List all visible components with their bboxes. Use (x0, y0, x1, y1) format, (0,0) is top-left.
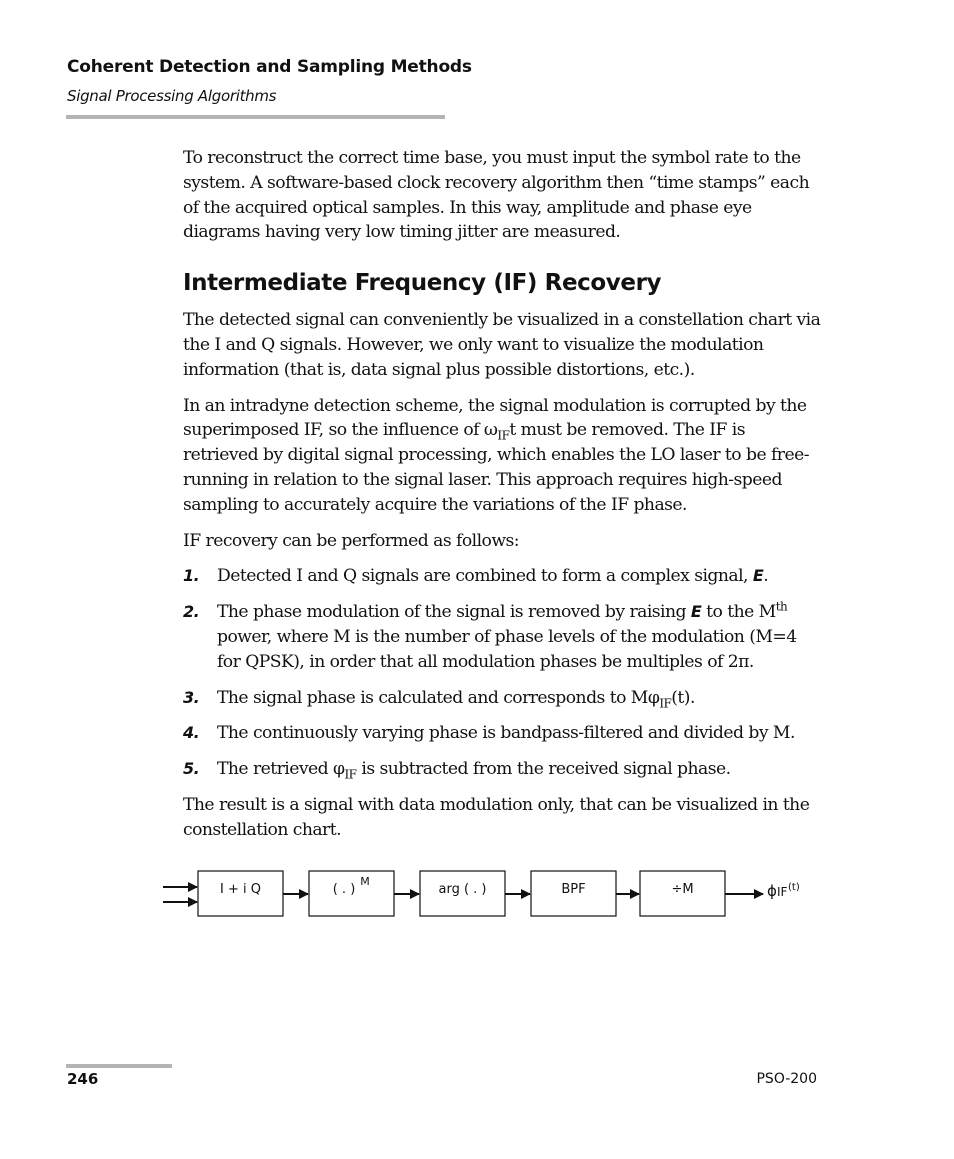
step-number: 4. (183, 723, 200, 743)
header-title: Coherent Detection and Sampling Methods (67, 57, 472, 77)
step-text (217, 757, 823, 782)
step-text-part: The signal phase is calculated and corresponds to Mφ (217, 687, 660, 708)
paragraph-intradyne (183, 394, 823, 518)
list-item (183, 686, 823, 711)
list-item (183, 757, 823, 782)
page-number: 246 (67, 1070, 99, 1088)
intro-paragraph: To reconstruct the correct time base, you must input the symbol rate to the system. A software-based clock recovery algorithm then “time stamps” each of the acquired optical samples. In this way, amplitude and phase eye diagrams having very low timing jitter are measured. (183, 148, 810, 243)
step-number: 5. (183, 759, 200, 779)
signal-e-symbol: E (690, 602, 702, 622)
output-phi-symbol: ϕ (767, 882, 777, 900)
phi-subscript: IF (344, 767, 357, 782)
phi-subscript: IF (659, 695, 672, 710)
footer-rule (66, 1064, 172, 1068)
step-text-part: is subtracted from the received signal phase. (356, 759, 731, 780)
paragraph-intradyne-part-1: In an intradyne detection scheme, the signal modulation is corrupted by the superimposed IF, so the influence of ω (183, 395, 807, 441)
step-number: 1. (183, 566, 200, 586)
list-item (183, 600, 823, 674)
if-recovery-block-diagram (150, 860, 830, 930)
paragraph-steps-intro: IF recovery can be performed as follows: (183, 530, 520, 551)
block-label: BPF (561, 882, 586, 897)
omega-subscript: IF (497, 428, 510, 443)
steps-list (183, 564, 823, 782)
step-text-part: The retrieved φ (217, 759, 345, 780)
header-rule (66, 115, 445, 119)
main-content (183, 146, 823, 854)
step-number: 3. (183, 687, 200, 707)
block-label: ÷M (671, 882, 694, 897)
list-item (183, 564, 823, 589)
conclusion-paragraph: The result is a signal with data modulation only, that can be visualized in the constellation chart. (183, 794, 810, 840)
output-superscript: (t) (788, 882, 800, 893)
step-text-part: The phase modulation of the signal is removed by raising (217, 602, 691, 623)
step-text (217, 564, 823, 589)
output-subscript: IF (777, 885, 788, 899)
step-text-part: . (763, 566, 769, 587)
step-text-part: to the M (701, 602, 776, 623)
step-text (217, 600, 823, 674)
step-text-part: power, where M is the number of phase levels of the modulation (M=4 for QPSK), in order that all modulation phases be multiples of 2π. (217, 626, 797, 672)
block-label: I + i Q (220, 882, 261, 897)
block-diagram-svg (150, 860, 830, 930)
block-label: arg ( . ) (438, 882, 487, 897)
signal-e-symbol: E (752, 566, 764, 586)
header-subtitle: Signal Processing Algorithms (67, 87, 277, 105)
product-name: PSO-200 (756, 1071, 817, 1087)
step-text (217, 686, 823, 711)
block-label: ( . ) (332, 882, 356, 897)
section-heading: Intermediate Frequency (IF) Recovery (183, 270, 662, 297)
superscript-th: th (775, 599, 788, 614)
step-text-part: Detected I and Q signals are combined to form a complex signal, (217, 566, 753, 587)
step-text: The continuously varying phase is bandpass-filtered and divided by M. (217, 723, 795, 744)
paragraph-constellation: The detected signal can conveniently be visualized in a constellation chart via the I and Q signals. However, we only want to visualize the modulation information (that is, data signal plus possible distortions, etc.). (183, 310, 821, 380)
block-superscript: M (360, 875, 370, 888)
step-number: 2. (183, 602, 200, 622)
list-item (183, 721, 823, 746)
step-text-part: (t). (671, 687, 695, 708)
paragraph-intradyne-part-2: t must be removed. The IF is retrieved by digital signal processing, which enables the LO laser to be free-running in relation to the signal laser. This approach requires high-speed sampling to accurately acquire the variations of the IF phase. (183, 420, 809, 515)
